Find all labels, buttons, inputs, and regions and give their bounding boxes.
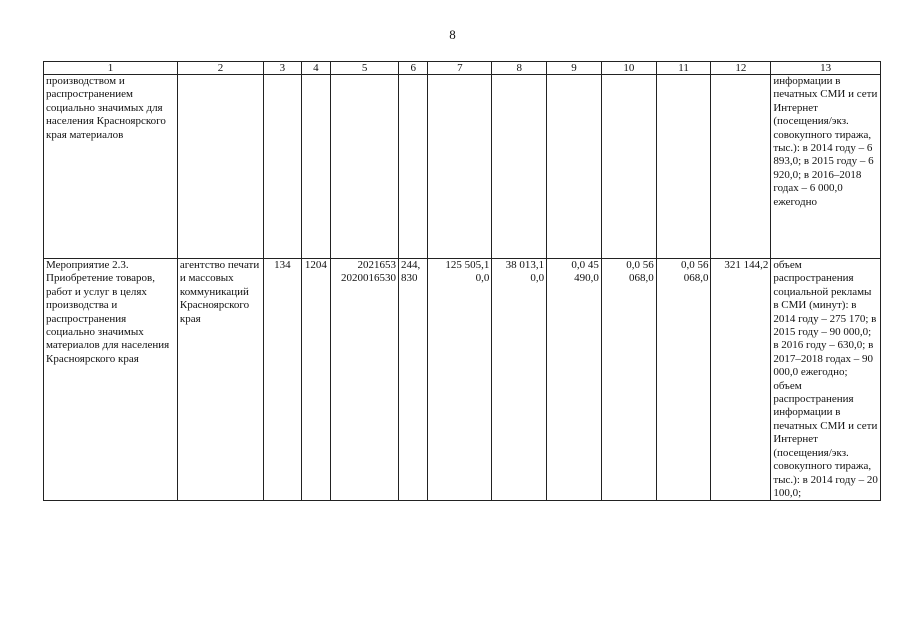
empty-cell (547, 75, 602, 259)
expense-type-code: 244, 830 (399, 259, 428, 501)
header-row (44, 62, 881, 75)
header-cell: 4 (301, 62, 330, 75)
header-cell: 6 (399, 62, 428, 75)
header-cell: 11 (656, 62, 711, 75)
empty-cell (656, 75, 711, 259)
empty-cell (492, 75, 547, 259)
header-cell: 5 (331, 62, 399, 75)
header-cell: 10 (601, 62, 656, 75)
header-cell: 13 (771, 62, 881, 75)
empty-cell (601, 75, 656, 259)
continuation-row (44, 75, 881, 259)
header-cell: 12 (711, 62, 771, 75)
empty-cell (399, 75, 428, 259)
empty-cell (301, 75, 330, 259)
target-article-code: 2021653 2020016530 (331, 259, 399, 501)
header-cell: 2 (177, 62, 263, 75)
empty-cell (711, 75, 771, 259)
amount-2015: 38 013,1 0,0 (492, 259, 547, 501)
measure-name: Мероприятие 2.3. Приобретение товаров, работ и услуг в целях производства и распространения социально значимых материалов для населения Красноярского края (44, 259, 178, 501)
header-cell: 7 (428, 62, 492, 75)
gl-rbs-code: 134 (264, 259, 302, 501)
empty-cell (331, 75, 399, 259)
amount-2014: 125 505,1 0,0 (428, 259, 492, 501)
indicator-text-continued: информации в печатных СМИ и сети Интернет (посещения/экз. совокупного тиража, тыс.): в 2014 году – 6 893,0; в 2015 году – 6 920,0; в 2016–2018 годах – 6 000,0 ежегодно (771, 75, 881, 259)
header-cell: 8 (492, 62, 547, 75)
responsible-agency: агентство печати и массовых коммуникаций Красноярского края (177, 259, 263, 501)
header-cell: 1 (44, 62, 178, 75)
empty-cell (264, 75, 302, 259)
amount-2017: 0,0 56 068,0 (601, 259, 656, 501)
indicator-text: объем распространения социальной рекламы в СМИ (минут): в 2014 году – 275 170; в 2015 году – 90 000,0; в 2016 году – 630,0; в 2017–2018 годах – 90 000,0 ежегодно; объем распространения информации в печатных СМИ и сети Интернет (посещения/экз. совокупного тиража, тыс.): в 2014 году – 20 100,0; (771, 259, 881, 501)
section-code: 1204 (301, 259, 330, 501)
amount-total: 321 144,2 (711, 259, 771, 501)
empty-cell (428, 75, 492, 259)
program-table (43, 61, 881, 501)
page-number: 8 (449, 27, 456, 42)
empty-cell (177, 75, 263, 259)
amount-2018: 0,0 56 068,0 (656, 259, 711, 501)
header-cell: 9 (547, 62, 602, 75)
amount-2016: 0,0 45 490,0 (547, 259, 602, 501)
header-cell: 3 (264, 62, 302, 75)
measure-row (44, 259, 881, 501)
measure-name-continued: производством и распространением социально значимых для населения Красноярского края материалов (44, 75, 178, 259)
